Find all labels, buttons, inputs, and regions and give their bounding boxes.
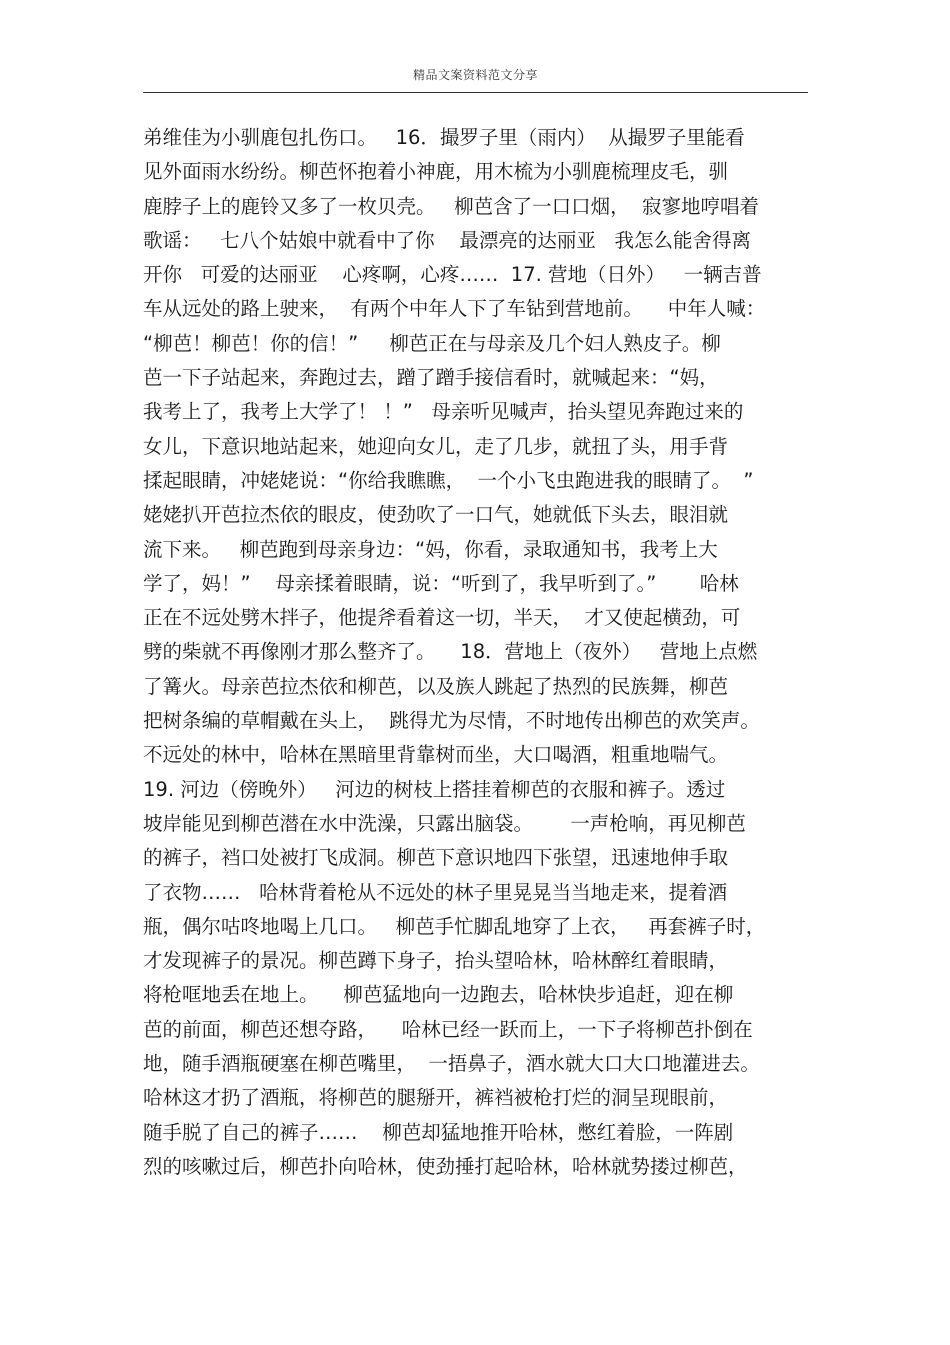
text-line: 劈的柴就不再像刚才那么整齐了。 18．营地上（夜外） 营地上点燃 — [143, 640, 758, 664]
text-line: 地，随手酒瓶硬塞在柳芭嘴里， 一捂鼻子，酒水就大口大口地灌进去。 — [143, 1052, 760, 1076]
text-line: 车从远处的路上驶来， 有两个中年人下了车钻到营地前。 中年人喊： — [143, 297, 766, 321]
text-line: 芭一下子站起来，奔跑过去，蹭了蹭手接信看时，就喊起来：“妈， — [143, 366, 719, 390]
text-line: 19. 河边（傍晚外） 河边的树枝上搭挂着柳芭的衣服和裤子。透过 — [143, 777, 726, 801]
text-line: 了衣物…… 哈林背着枪从不远处的林子里晃晃当当地走来，提着酒 — [143, 880, 728, 904]
text-line: 将枪哐地丢在地上。 柳芭猛地向一边跑去，哈林快步追赶，迎在柳 — [143, 983, 734, 1007]
text-line: 瓶，偶尔咕咚地喝上几口。 柳芭手忙脚乱地穿了上衣， 再套裤子时， — [143, 914, 766, 938]
text-line: 鹿脖子上的鹿铃又多了一枚贝壳。 柳芭含了一口口烟， 寂寥地哼唱着 — [143, 194, 759, 218]
text-line: 揉起眼睛，冲姥姥说：“你给我瞧瞧， 一个小飞虫跑进我的眼睛了。 ” — [143, 468, 754, 492]
text-line: 哈林这才扔了酒瓶，将柳芭的腿掰开，裤裆被枪打烂的洞呈现眼前， — [143, 1086, 729, 1110]
text-line: 姥姥扒开芭拉杰依的眼皮，使劲吹了一口气，她就低下头去，眼泪就 — [143, 503, 729, 527]
text-line: 烈的咳嗽过后，柳芭扑向哈林，使劲捶打起哈林，哈林就势搂过柳芭， — [143, 1154, 748, 1178]
text-line: “柳芭！柳芭！你的信！” 柳芭正在与母亲及几个妇人熟皮子。柳 — [143, 331, 721, 355]
text-line: 芭的前面，柳芭还想夺路， 哈林已经一跃而上，一下子将柳芭扑倒在 — [143, 1017, 753, 1041]
text-line: 正在不远处劈木拌子，他提斧看着这一切，半天， 才又使起横劲，可 — [143, 606, 741, 630]
text-line: 学了，妈！” 母亲揉着眼睛，说：“听到了，我早听到了。” 哈林 — [143, 571, 739, 595]
document-body — [143, 121, 823, 1184]
text-line: 把树条编的草帽戴在头上， 跳得尤为尽情，不时地传出柳芭的欢笑声。 — [143, 709, 760, 733]
text-line: 我考上了，我考上大学了！ ！” 母亲听见喊声，抬头望见奔跑过来的 — [143, 400, 744, 424]
text-line: 了篝火。母亲芭拉杰依和柳芭，以及族人跳起了热烈的民族舞，柳芭 — [143, 674, 729, 698]
text-line: 才发现裤子的景况。柳芭蹲下身子，抬头望哈林，哈林醉红着眼睛， — [143, 949, 729, 973]
text-line: 坡岸能见到柳芭潜在水中洗澡，只露出脑袋。 一声枪响，再见柳芭 — [143, 811, 746, 835]
page-header: 精品文案资料范文分享 — [412, 68, 538, 82]
text-line: 随手脱了自己的裤子…… 柳芭却猛地推开哈林，憋红着脸，一阵剧 — [143, 1120, 734, 1144]
text-line: 见外面雨水纷纷。柳芭怀抱着小神鹿，用木梳为小驯鹿梳理皮毛，驯 — [143, 160, 729, 184]
text-line: 开你 可爱的达丽亚 心疼啊，心疼…… 17. 营地（日外） 一辆吉普 — [143, 263, 762, 287]
text-line: 不远处的林中，哈林在黑暗里背靠树而坐，大口喝酒，粗重地喘气。 — [143, 743, 729, 767]
text-line: 女儿，下意识地站起来，她迎向女儿，走了几步，就扭了头，用手背 — [143, 434, 729, 458]
header-divider — [143, 92, 808, 93]
text-line: 的裤子，裆口处被打飞成洞。柳芭下意识地四下张望，迅速地伸手取 — [143, 846, 729, 870]
text-line: 歌谣： 七八个姑娘中就看中了你 最漂亮的达丽亚 我怎么能舍得离 — [143, 228, 751, 252]
text-line: 流下来。 柳芭跑到母亲身边：“妈，你看，录取通知书，我考上大 — [143, 537, 718, 561]
text-line: 弟维佳为小驯鹿包扎伤口。 16．撮罗子里（雨内） 从撮罗子里能看 — [143, 126, 745, 149]
